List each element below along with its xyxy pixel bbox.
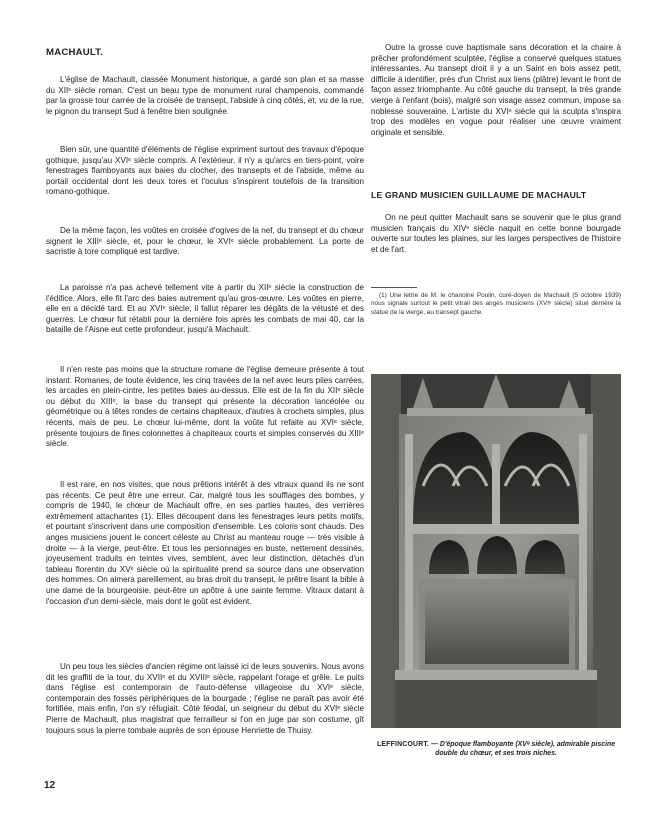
section-heading-guillaume: LE GRAND MUSICIEN GUILLAUME DE MACHAULT (371, 190, 587, 200)
footnote-divider (371, 287, 417, 288)
page-number: 12 (44, 780, 56, 791)
body-paragraph: L'église de Machault, classée Monument historique, a gardé son plan et sa masse du XIIᵉ siècle roman. C'est un beau type de monument rural champenois, commandé par la grosse tour carrée de la croisée de transept, l'abside à cinq côtés, et, vu de la rue, le pignon du transept Sud à fenêtre bien soulignée. (46, 75, 364, 116)
body-paragraph: Il n'en reste pas moins que la structure romane de l'église demeure présente à tout instant. Romanes, de toute évidence, les cinq travées de la nef avec leurs piles carrées, les arcades en plein-cintre, les petites baies au-dessus. Elle est de la fin du XIIᵉ siècle ou début du XIIIᵉ, la base du transept qui présente la décoration lancéolée ou géométrique ou à têtes rondes de certains chapiteaux, d'autres à crochets simples, plus récents, mais de peu. Le chœur lui-même, dont la voûte fut refaite au XVIᵉ siècle, présente toujours de fines colonnettes à chapiteaux courts et simples conservés du XIIIᵉ siècle. (46, 365, 364, 449)
photo-caption (371, 740, 621, 758)
section-heading-machault: MACHAULT. (46, 47, 104, 58)
footnote: (1) Une lettre de M. le chanoine Poulin, curé-doyen de Machault (5 octobre 1939) nous signale surtout le petit vitrail des anges musiciens (XVIᵉ siècle) situé derrière la statue de la vierge, au transept gauche. (371, 292, 621, 316)
body-paragraph: Il est rare, en nos visites, que nous prêtions intérêt à des vitraux quand ils ne sont pas récents. Ce peut être une erreur. Car, malgré tous les soufflages des bombes, y compris de 1940, le chœur de Machault offre, en ses parties hautes, des verrières extrêmement attachantes (1). Elles découpent dans les fenestrages leurs petits motifs, et pourtant s'inscrivent dans une composition d'ensemble. Les coloris sont chauds. Des anges musiciens jouent le concert céleste au Christ au manteau rouge — très visible à droite — à la vierge, peut-être. Et tous les personnages en buste, nettement dessinés, joyeusement traduits en teintes vives, semblent, avec leur distinction, détachés d'un tableau florentin du XVᵉ siècle où la spiritualité prend sa source dans une observation des hommes. On aimera pareillement, au bras droit du transept, le prêtre lisant la bible à une dame de la bourgeoisie, peut-être un apôtre à une sainte femme. Vitraux datant à l'occasion d'un demi-siècle, mais dont le goût est évident. (46, 480, 364, 606)
piscine-photo-illustration (371, 374, 621, 728)
body-paragraph: La paroisse n'a pas achevé tellement vite à partir du XIIᵉ siècle la construction de l'édifice. Alors, elle fit l'arc des baies autrement qu'au gros-œuvre. Les voûtes en pierre, elle en a décidé tard. Et au XVIᵉ siècle, il fallut réparer les dégâts de la vétusté et des guerres. Le chœur fut rétabli pour la dernière fois après les combats de mai 40, car la bataille de l'Aisne eut cette profondeur, jusqu'à Machault. (46, 283, 364, 335)
body-paragraph: Bien sûr, une quantité d'éléments de l'église expriment surtout des travaux d'époque gothique, jusqu'au XVIᵉ siècle compris. A l'extérieur, il n'y a qu'arcs en tiers-point, voire fenestrages flamboyants aux baies du clocher, des transepts et de l'abside, même au portail occidental dont les deux tores et l'oculus s'inspirent toutefois de la transition romano-gothique. (46, 145, 364, 197)
body-paragraph: Un peu tous les siècles d'ancien régime ont laissé ici de leurs souvenirs. Nous avons dit les graffiti de la tour, du XVIIᵉ et du XVIIIᵉ siècle, rappelant l'orage et grêle. Le puits dans l'église est contemporain de l'auto-défense villageoise du XVIᵉ siècle, contemporain des fossés périphériques de la bourgade ; l'église ne paraît pas avoir été fortifiée, mais enfin, l'on s'y réfugiait. Côté féodal, un seigneur du début du XVIᵉ siècle Pierre de Machault, plus magistrat que ferrailleur si l'on en juge par son costume, gît toujours sous la pierre tombale auprès de son épouse Henriette de Thuisy. (46, 662, 364, 735)
body-paragraph: On ne peut quitter Machault sans se souvenir que le plus grand musicien français du XIVᵉ siècle naquit en cette bonne bourgade ouverte sur toutes les plaines, sur les larges perspectives de l'histoire et de l'art. (371, 213, 621, 254)
piscine-photograph (371, 374, 621, 728)
body-paragraph: De la même façon, les voûtes en croisée d'ogives de la nef, du transept et du chœur signent le XIIIᵉ siècle, et, pour le chœur, le XVIᵉ siècle probablement. La porte de sacristie à tore compliqué est tardive. (46, 226, 364, 257)
caption-place: LEFFINCOURT. (376, 741, 430, 748)
body-paragraph: Outre la grosse cuve baptismale sans décoration et la chaire à prêcher profondément sculptée, l'église a conservé quelques statues intéressantes. Au transept droit il y a un Saint en bois assez petit, difficile à identifier, près d'un Christ aux liens (plâtre) levant le front de façon assez triomphante. Au côté gauche du transept, la très grande vierge à l'enfant (bois), malgré son visage assez commun, impose sa noblesse souveraine. L'artiste du XVIᵉ siècle qui la sculpta s'inspira trop des modèles en vogue pour réaliser une œuvre vraiment originale et sensible. (371, 43, 621, 137)
caption-text: — D'époque flamboyante (XVᵉ siècle), admirable piscine double du chœur, et ses trois niches. (429, 741, 616, 757)
